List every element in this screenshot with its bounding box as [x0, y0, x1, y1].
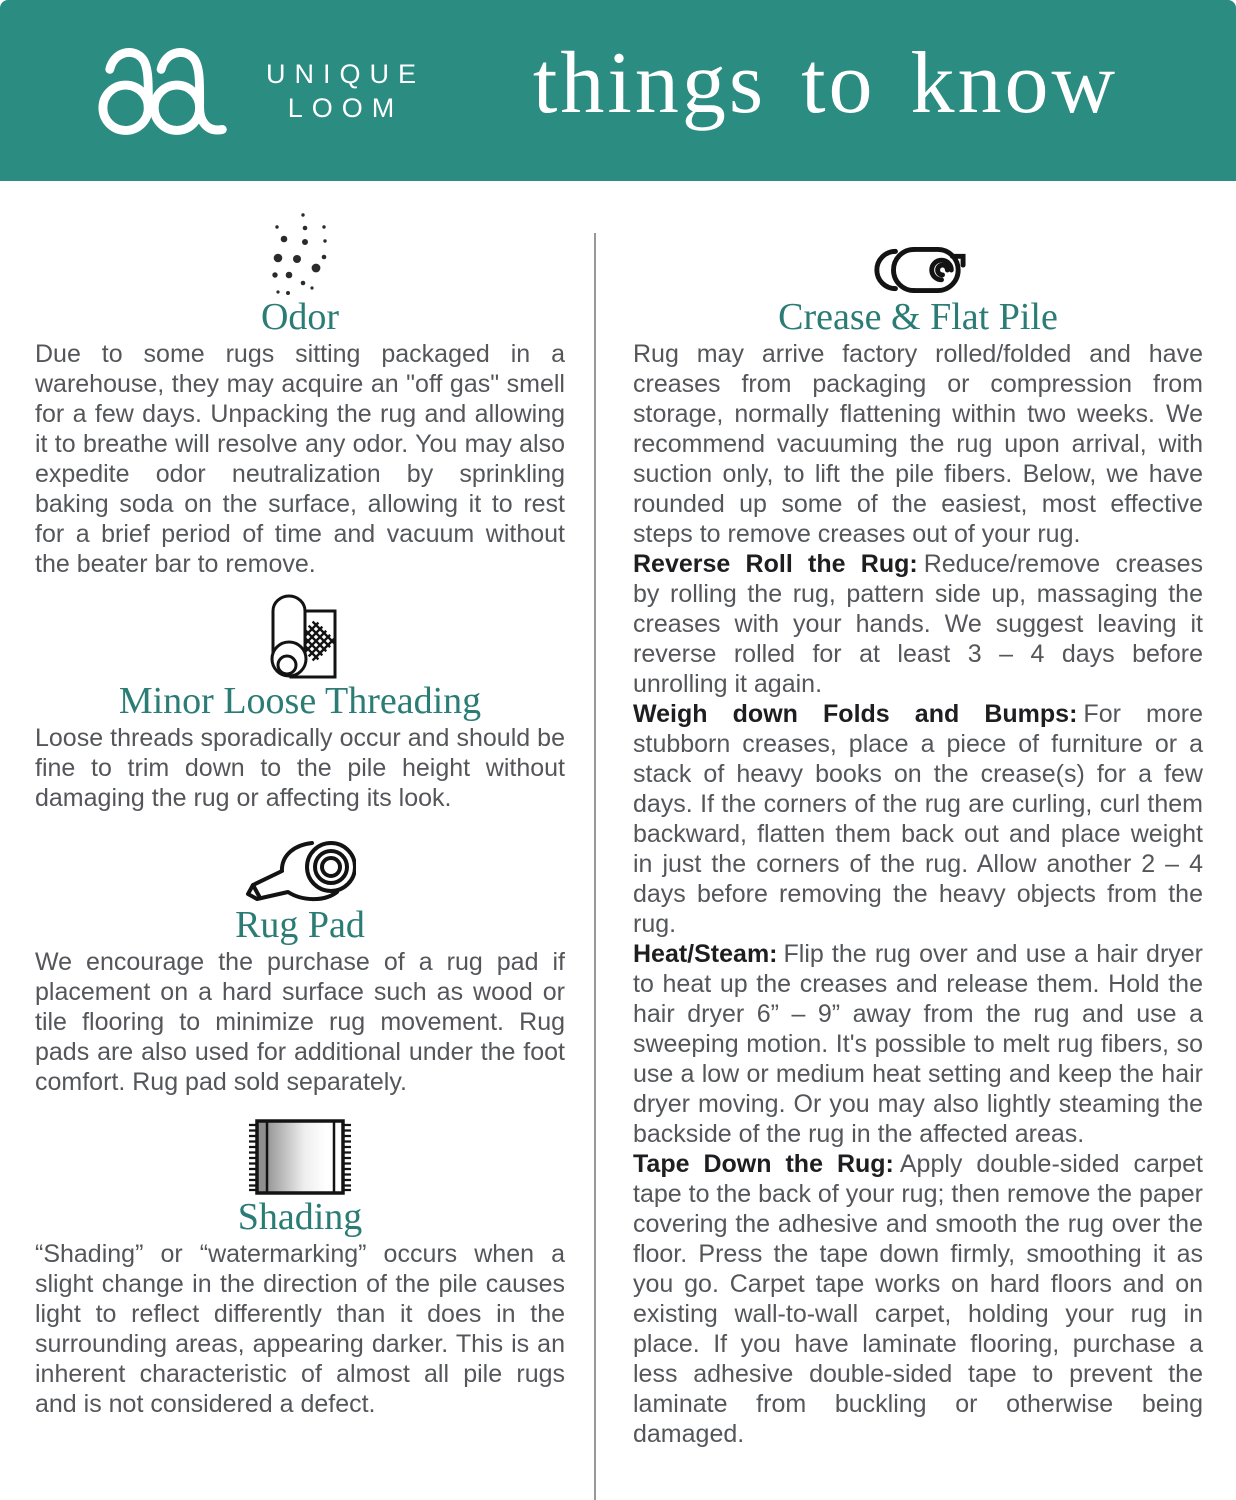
header-banner — [0, 0, 1236, 181]
odor-section-icon-row — [35, 213, 565, 295]
shading-body-text: “Shading” or “watermarking” occurs when a slight change in the direction of the pile causes light to reflect differently than it does in the surrounding areas, appearing darker. This is an inherent characteristic of almost all pile rugs and is not considered a defect. — [35, 1240, 565, 1418]
crease-heading: Crease & Flat Pile — [778, 296, 1058, 338]
crease-section-icon-row — [633, 245, 1203, 295]
odor-dots-icon — [272, 213, 328, 295]
shading-heading: Shading — [237, 1196, 363, 1238]
shading-section-icon-row — [35, 1119, 565, 1195]
step-weigh-down-text: For more stubborn creases, place a piece of furniture or a stack of heavy books on the crease(s) for a few days. If the corners of the rug are curling, curl them backward, flatten them back out and place weight in just the corners of the rug. Allow another 2 – 4 days before removing the heavy objects from the rug. — [633, 700, 1203, 938]
step-reverse-roll — [633, 549, 1203, 699]
step-tape-down — [633, 1149, 1203, 1449]
content-area — [0, 181, 1236, 1500]
threading-body-text: Loose threads sporadically occur and should be fine to trim down to the pile height without damaging the rug or affecting its look. — [35, 724, 565, 812]
step-heat-steam-label: Heat/Steam: — [633, 940, 778, 968]
rugpad-section-icon-row — [35, 835, 565, 903]
step-tape-down-text: Apply double-sided carpet tape to the back of your rug; then remove the paper covering the adhesive and smooth the rug over the floor. Press the tape down firmly, smoothing it as you go. Carpet tape works on hard floors and on existing wall-to-wall carpet, holding your rug in place. If you have laminate flooring, purchase a less adhesive double-sided tape to prevent the laminate from buckling or otherwise being damaged. — [633, 1150, 1203, 1448]
step-heat-steam-text: Flip the rug over and use a hair dryer to heat up the creases and release them. Hold the hair dryer 6” – 9” away from the rug and use a sweeping motion. It's possible to melt rug fibers, so use a low or medium heat setting and keep the hair dryer moving. Or you may also lightly steaming the backside of the rug in the affected areas. — [633, 940, 1203, 1148]
column-divider — [594, 233, 596, 1500]
brand-line1: UNIQUE — [266, 58, 426, 89]
step-weigh-down-label: Weigh down Folds and Bumps: — [633, 700, 1078, 728]
right-column — [633, 181, 1203, 1500]
step-heat-steam — [633, 939, 1203, 1149]
step-tape-down-label: Tape Down the Rug: — [633, 1150, 894, 1178]
rolled-rug-spiral-icon — [869, 245, 967, 295]
tape-roll-icon — [244, 835, 356, 903]
brand-name — [266, 57, 425, 125]
page-title: things to know — [532, 35, 1119, 132]
rugpad-heading: Rug Pad — [235, 904, 365, 946]
threading-section-icon-row — [35, 591, 565, 679]
rolled-rug-crosshatch-icon — [261, 591, 339, 679]
step-weigh-down — [633, 699, 1203, 939]
crease-intro-text: Rug may arrive factory rolled/folded and have creases from packaging or compression from storage, normally flattening within two weeks. We recommend vacuuming the rug upon arrival, with suction only, to lift the pile fibers. Below, we have rounded up some of the easiest, most effective steps to remove creases out of your rug. — [633, 340, 1203, 548]
step-reverse-roll-text: Reduce/remove creases by rolling the rug, pattern side up, massaging the creases with your hands. We suggest leaving it reverse rolled for at least 3 – 4 days before unrolling it again. — [633, 550, 1203, 698]
unique-loom-logo — [96, 45, 425, 137]
odor-body-text: Due to some rugs sitting packaged in a warehouse, they may acquire an "off gas" smell for a few days. Unpacking the rug and allowing it to breathe will resolve any odor. You may also expedite odor neutralization by sprinkling baking soda on the surface, allowing it to rest for a brief period of time and vacuum without the beater bar to remove. — [35, 340, 565, 578]
left-column — [35, 181, 565, 1500]
threading-heading: Minor Loose Threading — [118, 680, 482, 722]
fringed-rug-gradient-icon — [247, 1119, 353, 1195]
brand-line2: LOOM — [287, 92, 404, 123]
odor-heading: Odor — [260, 296, 340, 338]
unique-loom-logo-icon — [96, 45, 244, 137]
step-reverse-roll-label: Reverse Roll the Rug: — [633, 550, 918, 578]
rugpad-body-text: We encourage the purchase of a rug pad if placement on a hard surface such as wood or tile flooring to minimize rug movement. Rug pads are also used for additional under the foot comfort. Rug pad sold separately. — [35, 948, 565, 1096]
